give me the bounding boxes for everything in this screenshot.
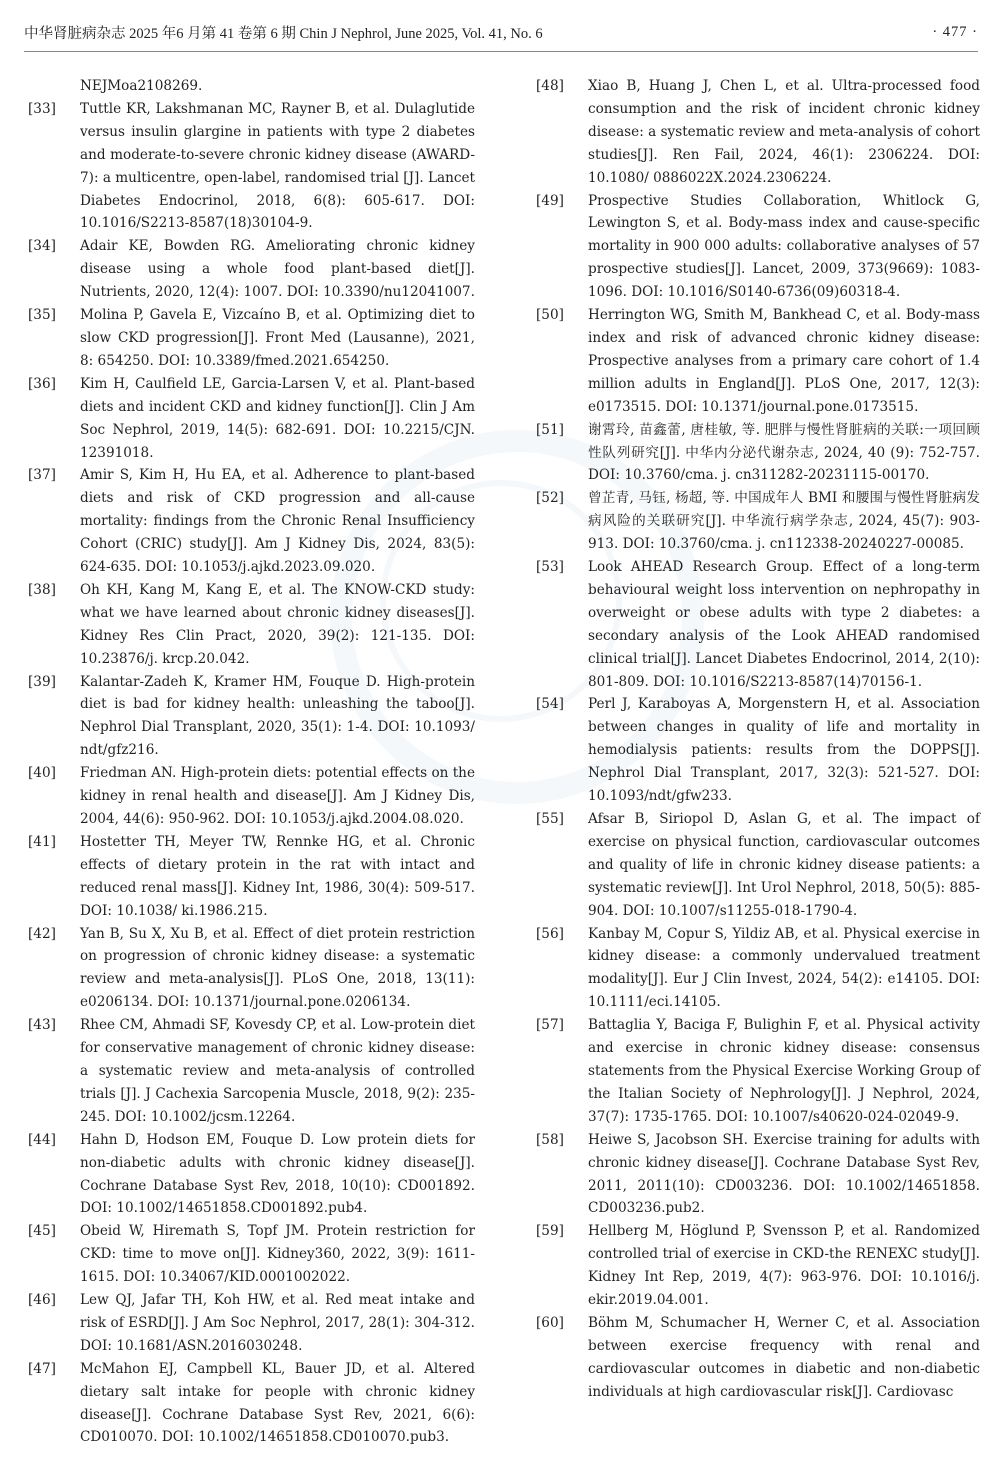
reference-text: Adair KE, Bowden RG. Ameliorating chronic kidney disease using a whole food plant-based diet[J]. Nutrients, 2020, 12(4): 1007. DOI: 10.3390/nu12041007. <box>80 238 475 301</box>
reference-number: [54] <box>536 696 564 713</box>
reference-entry <box>28 373 475 465</box>
reference-number: [42] <box>28 925 56 942</box>
reference-number: [49] <box>536 192 564 209</box>
reference-entry <box>536 190 980 305</box>
reference-text: Kanbay M, Copur S, Yildiz AB, et al. Physical exercise in kidney disease: a commonly undervalued treatment modality[J]. Eur J Clin Invest, 2024, 54(2): e14105. DOI: 10.1111/eci.14105. <box>588 925 980 1011</box>
reference-text: Tuttle KR, Lakshmanan MC, Rayner B, et al. Dulaglutide versus insulin glargine in patients with type 2 diabetes and moderate-to-severe chronic kidney disease (AWARD-7): a multicentre, open-label, randomised trial [J]. Lancet Diabetes Endocrinol, 2018, 6(8): 605-617. DOI: 10.1016/S2213-8587(18)30104-9. <box>80 100 475 232</box>
reference-text: McMahon EJ, Campbell KL, Bauer JD, et al. Altered dietary salt intake for people with chronic kidney disease[J]. Cochrane Database Syst Rev, 2021, 6(6): CD010070. DOI: 10.1002/14651858.CD010070.pub3. <box>80 1360 475 1446</box>
reference-entry <box>28 923 475 1015</box>
reference-text: Herrington WG, Smith M, Bankhead C, et al. Body-mass index and risk of advanced chronic kidney disease: Prospective analyses from a primary care cohort of 1.4 million adults in England[J]. PLoS One, 2017, 12(3): e0173515. DOI: 10.1371/journal.pone.0173515. <box>588 307 980 415</box>
reference-number: [35] <box>28 307 56 324</box>
reference-entry <box>536 923 980 1015</box>
reference-text: Kim H, Caulfield LE, Garcia-Larsen V, et al. Plant-based diets and incident CKD and kidney function[J]. Clin J Am Soc Nephrol, 2019, 14(5): 682-691. DOI: 10.2215/CJN. 12391018. <box>80 375 475 461</box>
reference-text: Friedman AN. High-protein diets: potential effects on the kidney in renal health and disease[J]. Am J Kidney Dis, 2004, 44(6): 950-962. DOI: 10.1053/j.ajkd.2004.08.020. <box>80 765 475 827</box>
reference-text: Lew QJ, Jafar TH, Koh HW, et al. Red meat intake and risk of ESRD[J]. J Am Soc Nephrol, 2017, 28(1): 304-312. DOI: 10.1681/ASN.2016030248. <box>80 1292 475 1354</box>
reference-entry <box>28 464 475 579</box>
reference-entry <box>536 1312 980 1404</box>
reference-entry <box>536 487 980 556</box>
reference-number: [48] <box>536 78 564 94</box>
reference-number: [37] <box>28 467 56 484</box>
reference-text: Hahn D, Hodson EM, Fouque D. Low protein diets for non-diabetic adults with chronic kidney disease[J]. Cochrane Database Syst Rev, 2018, 10(10): CD001892. DOI: 10.1002/14651858.CD001892.pub4. <box>80 1131 475 1217</box>
reference-entry <box>536 556 980 693</box>
running-header <box>24 18 978 52</box>
reference-text: Perl J, Karaboyas A, Morgenstern H, et al. Association between changes in quality of life and mortality in hemodialysis patients: results from the DOPPS[J]. Nephrol Dial Transplant, 2017, 32(3): 521-527. DOI: 10.1093/ndt/gfw233. <box>588 696 980 805</box>
reference-number: [53] <box>536 559 564 576</box>
page-number: · 477 · <box>932 23 978 40</box>
reference-number: [41] <box>28 833 56 850</box>
reference-text: Molina P, Gavela E, Vizcaíno B, et al. Optimizing diet to slow CKD progression[J]. Front Med (Lausanne), 2021, 8: 654250. DOI: 10.3389/fmed.2021.654250. <box>80 307 475 369</box>
reference-entry <box>28 98 475 235</box>
reference-text: Look AHEAD Research Group. Effect of a long-term behavioural weight loss intervention on nephropathy in overweight or obese adults with type 2 diabetes: a secondary analysis of the Look AHEAD randomised clinical trial[J]. Lancet Diabetes Endocrinol, 2014, 2(10): 801-809. DOI: 10.1016/S2213-8587(14)70156-1. <box>588 559 980 690</box>
reference-number: [33] <box>28 100 56 117</box>
reference-number: [58] <box>536 1131 564 1148</box>
reference-entry <box>536 1129 980 1221</box>
reference-text: Obeid W, Hiremath S, Topf JM. Protein restriction for CKD: time to move on[J]. Kidney360, 2022, 3(9): 1611-1615. DOI: 10.34067/KID.0001002022. <box>80 1223 475 1286</box>
reference-entry <box>28 579 475 671</box>
reference-entry <box>28 1014 475 1129</box>
reference-text: Afsar B, Siriopol D, Aslan G, et al. The impact of exercise on physical function, cardiovascular outcomes and quality of life in chronic kidney disease patients: a systematic review[J]. Int Urol Nephrol, 2018, 50(5): 885-904. DOI: 10.1007/s11255-018-1790-4. <box>588 811 980 919</box>
reference-entry <box>28 671 475 763</box>
reference-text: Amir S, Kim H, Hu EA, et al. Adherence to plant-based diets and risk of CKD progression and all-cause mortality: findings from the Chronic Renal Insufficiency Cohort (CRIC) study[J]. Am J Kidney Dis, 2024, 83(5): 624-635. DOI: 10.1053/j.ajkd.2023.09.020. <box>80 467 475 576</box>
reference-list-right <box>536 75 980 1404</box>
reference-column-right <box>536 75 980 1404</box>
reference-text: Heiwe S, Jacobson SH. Exercise training for adults with chronic kidney disease[J]. Cochrane Database Syst Rev, 2011, 2011(10): CD003236. DOI: 10.1002/14651858. CD003236.pub2. <box>588 1131 980 1217</box>
reference-entry <box>536 75 980 190</box>
reference-number: [56] <box>536 925 564 942</box>
reference-number: [39] <box>28 673 56 690</box>
reference-number: [34] <box>28 238 56 255</box>
reference-number: [47] <box>28 1360 56 1377</box>
reference-number: [50] <box>536 307 564 324</box>
reference-text: 谢霄玲, 苗鑫蕾, 唐桂敏, 等. 肥胖与慢性肾脏病的关联:一项回顾性队列研究[J]. 中华内分泌代谢杂志, 2024, 40 (9): 752-757. DOI: 10.3760/cma. j. cn311282-20231115-00170. <box>588 421 980 484</box>
reference-number: [43] <box>28 1017 56 1034</box>
reference-number: [45] <box>28 1223 56 1240</box>
reference-number: [55] <box>536 811 564 827</box>
reference-text: Hostetter TH, Meyer TW, Rennke HG, et al. Chronic effects of dietary protein in the rat with intact and reduced renal mass[J]. Kidney Int, 1986, 30(4): 509-517. DOI: 10.1038/ ki.1986.215. <box>80 833 475 919</box>
reference-text: Rhee CM, Ahmadi SF, Kovesdy CP, et al. Low-protein diet for conservative management of chronic kidney disease: a systematic review and meta-analysis of controlled trials [J]. J Cachexia Sarcopenia Muscle, 2018, 9(2): 235-245. DOI: 10.1002/jcsm.12264. <box>80 1017 475 1125</box>
reference-entry <box>536 1220 980 1312</box>
reference-number: [38] <box>28 581 56 598</box>
reference-text: Hellberg M, Höglund P, Svensson P, et al. Randomized controlled trial of exercise in CKD-the RENEXC study[J]. Kidney Int Rep, 2019, 4(7): 963-976. DOI: 10.1016/j. ekir.2019.04.001. <box>588 1223 980 1309</box>
reference-text: Böhm M, Schumacher H, Werner C, et al. Association between exercise frequency with renal and cardiovascular outcomes in diabetic and non-diabetic individuals at high cardiovascular risk[J]. Cardiovasc <box>588 1314 980 1400</box>
reference-text: Kalantar-Zadeh K, Kramer HM, Fouque D. High-protein diet is bad for kidney health: unleashing the taboo[J]. Nephrol Dial Transplant, 2020, 35(1): 1-4. DOI: 10.1093/ ndt/gfz216. <box>80 673 475 759</box>
reference-number: [60] <box>536 1314 564 1331</box>
reference-entry <box>28 1220 475 1289</box>
reference-entry <box>28 762 475 831</box>
reference-entry <box>536 693 980 808</box>
reference-text: Xiao B, Huang J, Chen L, et al. Ultra-processed food consumption and the risk of incident chronic kidney disease: a systematic review and meta-analysis of cohort studies[J]. Ren Fail, 2024, 46(1): 2306224. DOI: 10.1080/ 0886022X.2024.2306224. <box>588 78 980 186</box>
reference-entry <box>28 1358 475 1450</box>
reference-number: [52] <box>536 490 564 507</box>
reference-number: [44] <box>28 1131 56 1148</box>
reference-number: [59] <box>536 1223 564 1240</box>
reference-number: [51] <box>536 421 564 438</box>
reference-number: [40] <box>28 765 56 782</box>
reference-text: Prospective Studies Collaboration, Whitlock G, Lewington S, et al. Body-mass index and cause-specific mortality in 900 000 adults: collaborative analyses of 57 prospective studies[J]. Lancet, 2009, 373(9669): 1083-1096. DOI: 10.1016/S0140-6736(09)60318-4. <box>588 192 980 301</box>
reference-number: [46] <box>28 1292 56 1309</box>
reference-continuation: NEJMoa2108269. <box>80 78 203 94</box>
reference-list-left <box>28 98 475 1449</box>
reference-text: Battaglia Y, Baciga F, Bulighin F, et al. Physical activity and exercise in chronic kidney disease: consensus statements from the Physical Exercise Working Group of the Italian Society of Nephrology[J]. J Nephrol, 2024, 37(7): 1735-1765. DOI: 10.1007/s40620-024-02049-9. <box>588 1017 980 1125</box>
reference-entry <box>536 304 980 419</box>
reference-number: [57] <box>536 1017 564 1034</box>
reference-entry <box>28 1289 475 1358</box>
reference-entry <box>28 1129 475 1221</box>
reference-number: [36] <box>28 375 56 392</box>
reference-text: 曾芷青, 马钰, 杨超, 等. 中国成年人 BMI 和腰围与慢性肾脏病发病风险的关联研究[J]. 中华流行病学杂志, 2024, 45(7): 903-913. DOI: 10.3760/cma. j. cn112338-20240227-00085. <box>588 490 980 553</box>
reference-column-left <box>28 75 475 1449</box>
reference-entry <box>536 419 980 488</box>
journal-citation: 中华肾脏病杂志 2025 年6 月第 41 卷第 6 期 Chin J Nephrol, June 2025, Vol. 41, No. 6 <box>24 25 543 42</box>
reference-entry <box>536 808 980 923</box>
reference-entry <box>28 831 475 923</box>
reference-entry <box>536 1014 980 1129</box>
reference-entry <box>28 235 475 304</box>
reference-entry <box>28 304 475 373</box>
reference-text: Yan B, Su X, Xu B, et al. Effect of diet protein restriction on progression of chronic kidney disease: a systematic review and meta-analysis[J]. PLoS One, 2018, 13(11): e0206134. DOI: 10.1371/journal.pone.0206134. <box>80 925 475 1011</box>
reference-text: Oh KH, Kang M, Kang E, et al. The KNOW-CKD study: what we have learned about chronic kidney diseases[J]. Kidney Res Clin Pract, 2020, 39(2): 121-135. DOI: 10.23876/j. krcp.20.042. <box>80 581 475 667</box>
